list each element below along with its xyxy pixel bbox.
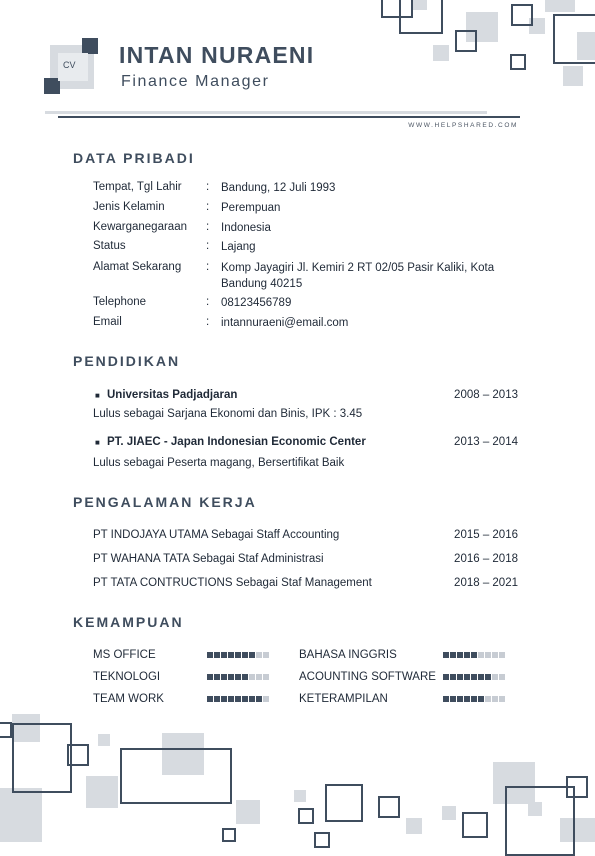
- section-title-personal: DATA PRIBADI: [73, 150, 195, 166]
- skill-segment-filled: [450, 674, 456, 680]
- skill-segment-filled: [235, 674, 241, 680]
- skill-segment-empty: [499, 652, 505, 658]
- school-years: 2008 – 2013: [454, 389, 518, 401]
- colon: :: [206, 221, 210, 233]
- job-entry: PT INDOJAYA UTAMA Sebagai Staff Accounting: [93, 529, 340, 541]
- skill-segment-filled: [228, 696, 234, 702]
- colon: :: [206, 316, 210, 328]
- section-title-experience: PENGALAMAN KERJA: [73, 494, 257, 510]
- skill-segment-filled: [207, 674, 213, 680]
- skill-segment-filled: [235, 652, 241, 658]
- skill-segment-filled: [457, 652, 463, 658]
- skill-level-bar: [207, 652, 269, 658]
- value-address: Komp Jayagiri Jl. Kemiri 2 RT 02/05 Pasir Kaliki, Kota: [221, 262, 495, 274]
- section-title-skills: KEMAMPUAN: [73, 614, 184, 630]
- skill-segment-filled: [443, 652, 449, 658]
- skill-segment-filled: [471, 652, 477, 658]
- job-entry: PT WAHANA TATA Sebagai Staf Administrasi: [93, 553, 324, 565]
- label-birth: Tempat, Tgl Lahir: [93, 181, 182, 193]
- skill-segment-filled: [242, 674, 248, 680]
- website-url: WWW.HELPSHARED.COM: [408, 122, 518, 129]
- school-name: Universitas Padjadjaran: [107, 389, 238, 401]
- value-email: intannuraeni@email.com: [221, 317, 349, 329]
- skill-segment-empty: [492, 652, 498, 658]
- skill-segment-filled: [450, 696, 456, 702]
- skill-name: KETERAMPILAN: [299, 693, 388, 705]
- skill-segment-empty: [492, 696, 498, 702]
- job-entry: PT TATA CONTRUCTIONS Sebagai Staf Management: [93, 577, 372, 589]
- colon: :: [206, 261, 210, 273]
- skill-segment-filled: [242, 652, 248, 658]
- bullet-icon: ■: [95, 391, 100, 400]
- skill-segment-empty: [499, 696, 505, 702]
- skill-name: ACOUNTING SOFTWARE: [299, 671, 436, 683]
- job-years: 2016 – 2018: [454, 553, 518, 565]
- skill-segment-filled: [471, 696, 477, 702]
- skill-segment-filled: [464, 652, 470, 658]
- skill-segment-filled: [228, 652, 234, 658]
- skill-level-bar: [443, 696, 505, 702]
- skill-name: BAHASA INGGRIS: [299, 649, 397, 661]
- label-phone: Telephone: [93, 296, 147, 308]
- label-status: Status: [93, 240, 126, 252]
- job-years: 2015 – 2016: [454, 529, 518, 541]
- skill-segment-filled: [450, 652, 456, 658]
- cv-label: CV: [63, 60, 76, 70]
- skill-name: TEAM WORK: [93, 693, 164, 705]
- skill-segment-filled: [443, 696, 449, 702]
- skill-segment-filled: [221, 696, 227, 702]
- skill-segment-filled: [221, 674, 227, 680]
- skill-name: MS OFFICE: [93, 649, 156, 661]
- skill-segment-filled: [464, 674, 470, 680]
- skill-segment-filled: [214, 696, 220, 702]
- value-address-line2: Bandung 40215: [221, 278, 303, 290]
- skill-segment-filled: [228, 674, 234, 680]
- skill-segment-filled: [485, 674, 491, 680]
- skill-segment-filled: [207, 652, 213, 658]
- skill-segment-empty: [478, 652, 484, 658]
- skill-segment-filled: [214, 652, 220, 658]
- skill-segment-filled: [478, 674, 484, 680]
- skill-name: TEKNOLOGI: [93, 671, 161, 683]
- label-address: Alamat Sekarang: [93, 261, 182, 273]
- skill-segment-empty: [485, 696, 491, 702]
- skill-segment-empty: [263, 674, 269, 680]
- skill-segment-filled: [207, 696, 213, 702]
- skill-segment-filled: [221, 652, 227, 658]
- school-note: Lulus sebagai Peserta magang, Bersertifikat Baik: [93, 457, 345, 469]
- label-nationality: Kewarganegaraan: [93, 221, 187, 233]
- skill-level-bar: [443, 652, 505, 658]
- skill-level-bar: [443, 674, 505, 680]
- colon: :: [206, 296, 210, 308]
- skill-segment-empty: [256, 674, 262, 680]
- skill-segment-empty: [263, 696, 269, 702]
- colon: :: [206, 240, 210, 252]
- skill-segment-filled: [464, 696, 470, 702]
- value-phone: 08123456789: [221, 297, 292, 309]
- skill-segment-filled: [235, 696, 241, 702]
- skill-segment-filled: [249, 696, 255, 702]
- value-nationality: Indonesia: [221, 222, 271, 234]
- candidate-name: INTAN NURAENI: [119, 42, 315, 68]
- header-rule-light: [45, 111, 487, 114]
- header-rule-dark: [58, 116, 520, 118]
- bullet-icon: ■: [95, 438, 100, 447]
- label-gender: Jenis Kelamin: [93, 201, 165, 213]
- skill-segment-filled: [471, 674, 477, 680]
- job-years: 2018 – 2021: [454, 577, 518, 589]
- skill-segment-filled: [249, 652, 255, 658]
- value-gender: Perempuan: [221, 202, 281, 214]
- skill-segment-filled: [242, 696, 248, 702]
- candidate-role: Finance Manager: [121, 73, 270, 90]
- skill-segment-filled: [457, 696, 463, 702]
- skill-segment-empty: [499, 674, 505, 680]
- label-email: Email: [93, 316, 122, 328]
- colon: :: [206, 181, 210, 193]
- colon: :: [206, 201, 210, 213]
- skill-segment-empty: [249, 674, 255, 680]
- section-title-education: PENDIDIKAN: [73, 353, 181, 369]
- skill-segment-filled: [214, 674, 220, 680]
- skill-level-bar: [207, 674, 269, 680]
- skill-segment-empty: [492, 674, 498, 680]
- skill-level-bar: [207, 696, 269, 702]
- skill-segment-filled: [443, 674, 449, 680]
- value-status: Lajang: [221, 241, 256, 253]
- skill-segment-empty: [263, 652, 269, 658]
- skill-segment-filled: [457, 674, 463, 680]
- school-years: 2013 – 2014: [454, 436, 518, 448]
- school-name: PT. JIAEC - Japan Indonesian Economic Center: [107, 436, 366, 448]
- school-note: Lulus sebagai Sarjana Ekonomi dan Binis, IPK : 3.45: [93, 408, 363, 420]
- skill-segment-filled: [478, 696, 484, 702]
- skill-segment-filled: [256, 696, 262, 702]
- skill-segment-empty: [256, 652, 262, 658]
- value-birth: Bandung, 12 Juli 1993: [221, 182, 336, 194]
- skill-segment-empty: [485, 652, 491, 658]
